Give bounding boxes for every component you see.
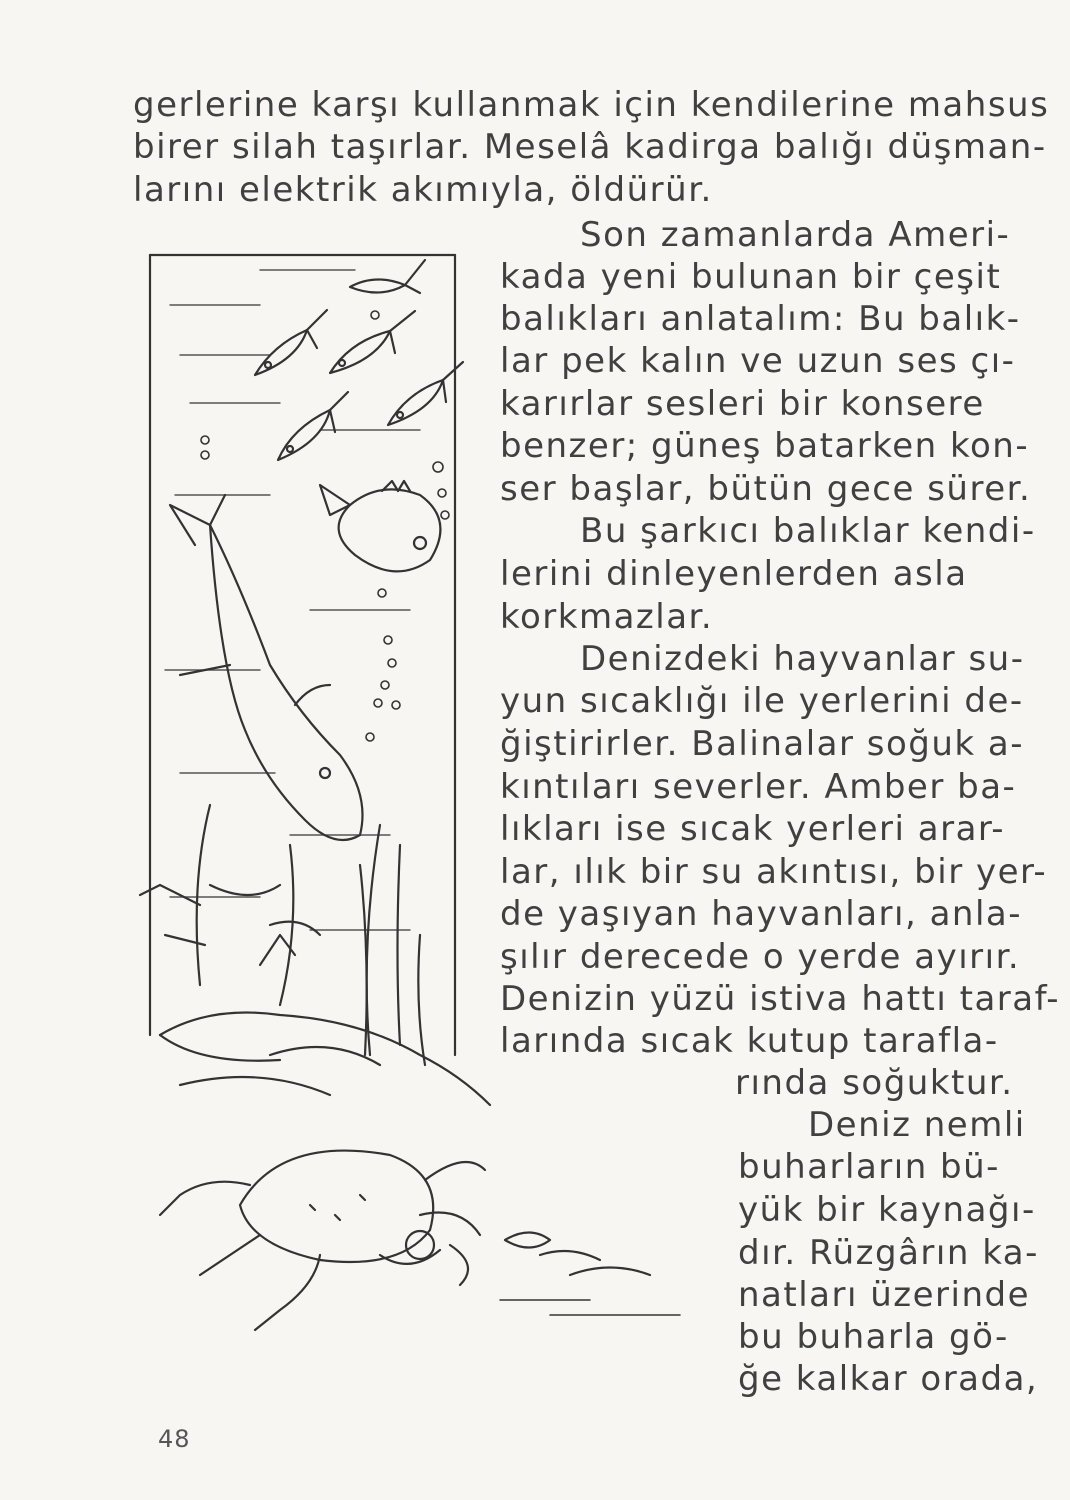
text-line: karırlar sesleri bir konsere bbox=[500, 384, 985, 424]
text-line: balıkları anlatalım: Bu balık- bbox=[500, 299, 1021, 339]
text-line: larında sıcak kutup tarafla- bbox=[500, 1021, 999, 1061]
text-line: bu buharla gö- bbox=[738, 1317, 1009, 1357]
small-fish-icon bbox=[255, 310, 327, 375]
text-line: de yaşıyan hayvanları, anla- bbox=[500, 894, 1023, 934]
large-fish-icon bbox=[170, 495, 363, 840]
text-line: yun sıcaklığı ile yerlerini de- bbox=[500, 681, 1024, 721]
page-number: 48 bbox=[158, 1425, 191, 1453]
bubbles bbox=[201, 311, 449, 741]
rocks-icon bbox=[160, 1013, 490, 1106]
round-fish-icon bbox=[320, 481, 440, 571]
text-line: yük bir kaynağı- bbox=[738, 1190, 1036, 1230]
text-line: gerlerine karşı kullanmak için kendilerine mahsus bbox=[133, 85, 1050, 125]
text-line: buharların bü- bbox=[738, 1147, 1000, 1187]
text-line: korkmazlar. bbox=[500, 597, 714, 637]
text-line: lar, ılık bir su akıntısı, bir yer- bbox=[500, 852, 1048, 892]
text-line: kada yeni bulunan bir çeşit bbox=[500, 257, 1002, 297]
text-line: ğiştirirler. Balinalar soğuk a- bbox=[500, 724, 1025, 764]
text-line: benzer; güneş batarken kon- bbox=[500, 426, 1030, 466]
text-line: Son zamanlarda Ameri- bbox=[580, 215, 1011, 255]
small-fish-icon bbox=[350, 260, 425, 293]
sea-life-illustration bbox=[120, 225, 720, 1365]
text-line: dır. Rüzgârın ka- bbox=[738, 1233, 1039, 1273]
shells-icon bbox=[505, 1233, 650, 1276]
text-line: ğe kalkar orada, bbox=[738, 1359, 1039, 1399]
crab-icon bbox=[160, 1151, 485, 1330]
seaweed-icon bbox=[140, 805, 425, 1065]
small-fish-icon bbox=[278, 392, 348, 460]
text-line: Denizin yüzü istiva hattı taraf- bbox=[500, 979, 1060, 1019]
text-line: lar pek kalın ve uzun ses çı- bbox=[500, 341, 1016, 381]
text-line: ser başlar, bütün gece sürer. bbox=[500, 469, 1032, 509]
text-line: larını elektrik akımıyla, öldürür. bbox=[133, 170, 713, 210]
small-fish-icon bbox=[388, 362, 463, 425]
text-line: kıntıları severler. Amber ba- bbox=[500, 767, 1017, 807]
text-line: natları üzerinde bbox=[738, 1275, 1031, 1315]
text-line: rında soğuktur. bbox=[735, 1063, 1014, 1103]
text-line: şılır derecede o yerde ayırır. bbox=[500, 937, 1021, 977]
text-line: lıkları ise sıcak yerleri arar- bbox=[500, 809, 1006, 849]
text-line: lerini dinleyenlerden asla bbox=[500, 554, 968, 594]
text-line: Denizdeki hayvanlar su- bbox=[580, 639, 1025, 679]
text-line: Bu şarkıcı balıklar kendi- bbox=[580, 511, 1036, 551]
text-line: birer silah taşırlar. Meselâ kadirga balığı düşman- bbox=[133, 127, 1047, 167]
text-line: Deniz nemli bbox=[808, 1105, 1026, 1145]
water-lines bbox=[165, 270, 420, 930]
seabed-lines bbox=[500, 1300, 680, 1315]
small-fish-icon bbox=[330, 311, 415, 373]
